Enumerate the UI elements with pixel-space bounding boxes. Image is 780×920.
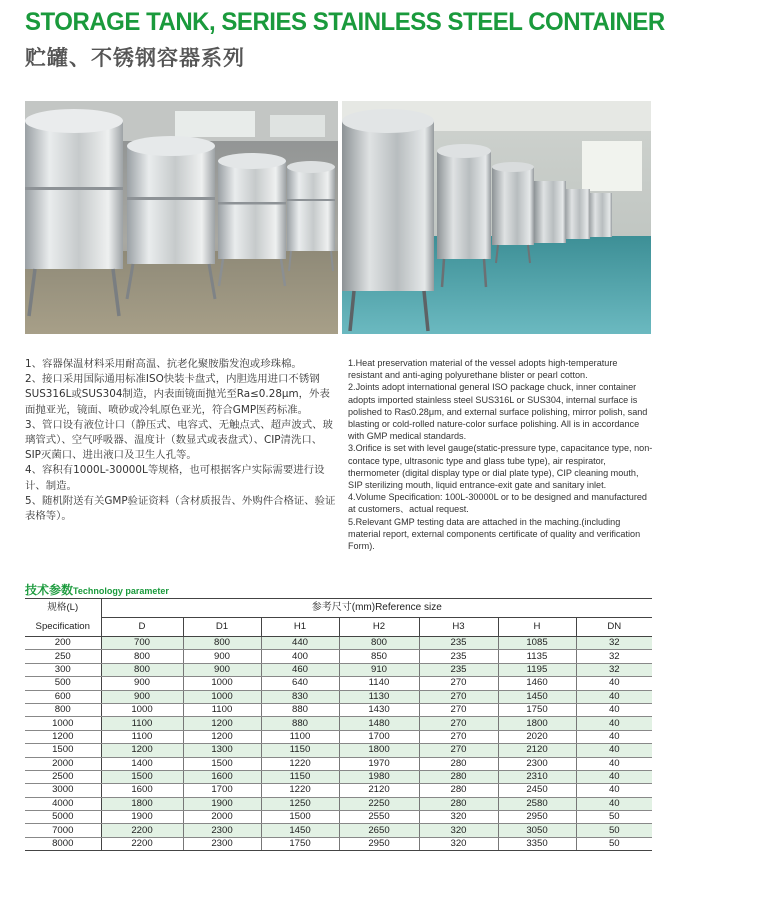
spec-cell: 600 (25, 690, 101, 703)
table-cell: 1970 (339, 757, 419, 770)
spec-cell: 250 (25, 650, 101, 663)
column-header-h: H (498, 618, 576, 637)
spec-cell: 500 (25, 677, 101, 690)
description-chinese (25, 357, 337, 524)
table-cell: 280 (419, 784, 498, 797)
table-cell: 900 (183, 650, 261, 663)
tech-heading-en: Technology parameter (73, 586, 169, 596)
page-title-cn: 贮罐、不锈钢容器系列 (25, 46, 245, 70)
table-cell: 640 (261, 677, 339, 690)
column-header-d1: D1 (183, 618, 261, 637)
table-cell: 1100 (101, 730, 183, 743)
table-row (25, 784, 652, 797)
description-cn-item: 3、管口设有液位计口（静压式、电容式、无触点式、超声波式、玻璃管式）、空气呼吸器、温度计（数显式或表盘式）、CIP清洗口、SIP灭菌口、进出液口及卫生人孔等。 (25, 418, 333, 462)
table-row (25, 730, 652, 743)
table-cell: 1200 (183, 717, 261, 730)
table-cell: 1500 (101, 770, 183, 783)
table-cell: 1100 (101, 717, 183, 730)
table-cell: 280 (419, 770, 498, 783)
table-cell: 320 (419, 837, 498, 850)
spec-cell: 7000 (25, 824, 101, 837)
table-cell: 270 (419, 717, 498, 730)
table-cell: 270 (419, 703, 498, 716)
table-cell: 800 (339, 637, 419, 650)
table-cell: 1600 (101, 784, 183, 797)
table-cell: 1150 (261, 770, 339, 783)
table-row (25, 770, 652, 783)
table-cell: 3350 (498, 837, 576, 850)
table-cell: 2120 (339, 784, 419, 797)
table-cell: 1750 (261, 837, 339, 850)
description-en-item: 2.Joints adopt international general ISO package chuck, inner container adopts imported stainless steel SUS316L or SUS304, internal surface is polished to Ra≤0.28μm, and external surface polishing, mirror polish, sand blasting or cold-rolled nature-color surface polishing. All is in accordance with GMP medical standards. (348, 382, 648, 442)
table-cell: 1195 (498, 663, 576, 676)
table-cell: 270 (419, 690, 498, 703)
column-header-h3: H3 (419, 618, 498, 637)
table-cell: 32 (576, 637, 652, 650)
table-cell: 1800 (339, 744, 419, 757)
table-cell: 2120 (498, 744, 576, 757)
table-cell: 1200 (183, 730, 261, 743)
table-cell: 1150 (261, 744, 339, 757)
column-header-dn: DN (576, 618, 652, 637)
spec-cell: 200 (25, 637, 101, 650)
table-cell: 235 (419, 663, 498, 676)
table-cell: 50 (576, 811, 652, 824)
table-cell: 40 (576, 730, 652, 743)
table-cell: 460 (261, 663, 339, 676)
table-cell: 1220 (261, 784, 339, 797)
table-cell: 1000 (101, 703, 183, 716)
table-cell: 800 (183, 637, 261, 650)
table-cell: 1600 (183, 770, 261, 783)
table-cell: 910 (339, 663, 419, 676)
spec-cell: 8000 (25, 837, 101, 850)
table-cell: 1900 (101, 811, 183, 824)
table-cell: 1700 (339, 730, 419, 743)
table-cell: 880 (261, 703, 339, 716)
table-cell: 1450 (498, 690, 576, 703)
description-en-item: 3.Orifice is set with level gauge(static-pressure type, capacitance type, non-contace type, ultrasonic type and glass tube type), air respirator, thermometer (digital display type or dial plate type), CIP cleaning mouth, SIP sterilizing mouth, liquid entrance-exit gate and sanitary inlet. (348, 443, 653, 491)
spec-cell: 2500 (25, 770, 101, 783)
table-cell: 1430 (339, 703, 419, 716)
table-cell: 1100 (261, 730, 339, 743)
spec-cell: 800 (25, 703, 101, 716)
table-cell: 1460 (498, 677, 576, 690)
table-cell: 50 (576, 837, 652, 850)
table-cell: 40 (576, 757, 652, 770)
table-row (25, 703, 652, 716)
table-cell: 1000 (183, 690, 261, 703)
spec-cell: 5000 (25, 811, 101, 824)
spec-label-en: Specification (25, 618, 101, 637)
spec-cell: 3000 (25, 784, 101, 797)
table-cell: 1900 (183, 797, 261, 810)
workshop-tanks-photo (25, 101, 338, 334)
column-header-h1: H1 (261, 618, 339, 637)
page-title-en: STORAGE TANK, SERIES STAINLESS STEEL CONTAINER (25, 8, 665, 36)
table-cell: 3050 (498, 824, 576, 837)
table-cell: 40 (576, 770, 652, 783)
table-cell: 270 (419, 730, 498, 743)
table-row (25, 637, 652, 650)
table-cell: 830 (261, 690, 339, 703)
column-header-d: D (101, 618, 183, 637)
table-row (25, 717, 652, 730)
table-row (25, 677, 652, 690)
table-row (25, 744, 652, 757)
table-cell: 320 (419, 824, 498, 837)
description-en-item: 1.Heat preservation material of the vessel adopts high-temperature resistant and anti-aging polyurethane blister or pearl cotton. (348, 358, 618, 381)
spec-label-cn: 规格(L) (25, 599, 101, 618)
spec-cell: 4000 (25, 797, 101, 810)
table-cell: 2950 (498, 811, 576, 824)
table-cell: 850 (339, 650, 419, 663)
table-cell: 800 (101, 663, 183, 676)
spec-cell: 1200 (25, 730, 101, 743)
table-cell: 1100 (183, 703, 261, 716)
spec-cell: 2000 (25, 757, 101, 770)
table-cell: 2200 (101, 837, 183, 850)
table-cell: 50 (576, 824, 652, 837)
description-cn-item: 1、容器保温材料采用耐高温、抗老化聚胺脂发泡或珍珠棉。 (25, 358, 302, 370)
table-cell: 1500 (261, 811, 339, 824)
table-cell: 2300 (183, 837, 261, 850)
table-cell: 40 (576, 677, 652, 690)
table-cell: 2650 (339, 824, 419, 837)
table-cell: 1500 (183, 757, 261, 770)
table-cell: 40 (576, 690, 652, 703)
tech-heading-cn: 技术参数 (25, 583, 74, 597)
table-cell: 900 (101, 690, 183, 703)
spec-cell: 1000 (25, 717, 101, 730)
cleanroom-tanks-photo (342, 101, 651, 334)
table-cell: 900 (183, 663, 261, 676)
table-cell: 32 (576, 650, 652, 663)
table-cell: 40 (576, 717, 652, 730)
table-cell: 40 (576, 703, 652, 716)
table-row (25, 837, 652, 850)
description-en-item: 5.Relevant GMP testing data are attached in the maching.(including material report, external components certificate of quality and verification Form). (348, 516, 641, 552)
table-cell: 440 (261, 637, 339, 650)
specification-table (25, 598, 652, 851)
table-cell: 40 (576, 797, 652, 810)
table-cell: 270 (419, 677, 498, 690)
table-row (25, 663, 652, 676)
table-row (25, 757, 652, 770)
table-cell: 1085 (498, 637, 576, 650)
table-cell: 700 (101, 637, 183, 650)
table-cell: 40 (576, 744, 652, 757)
table-cell: 800 (101, 650, 183, 663)
table-cell: 1800 (498, 717, 576, 730)
description-cn-item: 4、容积有1000L-30000L等规格，也可根据客户实际需要进行设计、制造。 (25, 464, 325, 492)
table-cell: 2250 (339, 797, 419, 810)
table-row (25, 811, 652, 824)
table-cell: 1130 (339, 690, 419, 703)
table-cell: 1220 (261, 757, 339, 770)
table-cell: 1000 (183, 677, 261, 690)
table-cell: 1800 (101, 797, 183, 810)
table-row (25, 650, 652, 663)
table-cell: 270 (419, 744, 498, 757)
table-cell: 2000 (183, 811, 261, 824)
technology-parameter-heading (25, 581, 169, 598)
table-cell: 280 (419, 797, 498, 810)
table-cell: 880 (261, 717, 339, 730)
table-cell: 235 (419, 637, 498, 650)
table-cell: 2300 (183, 824, 261, 837)
table-cell: 280 (419, 757, 498, 770)
table-cell: 2200 (101, 824, 183, 837)
description-en-item: 4.Volume Specification: 100L-30000L or to be designed and manufactured at customers、actual request. (348, 492, 647, 515)
description-cn-item: 2、接口采用国际通用标准ISO快装卡盘式，内胆选用进口不锈钢SUS316L或SUS304制造，内表面镜面抛光至Ra≤0.28μm，外表面抛亚光，镜面、喷砂或冷轧原色亚光，符合GMP医药标准。 (25, 373, 330, 416)
table-cell: 2580 (498, 797, 576, 810)
table-cell: 32 (576, 663, 652, 676)
table-cell: 40 (576, 784, 652, 797)
table-cell: 1300 (183, 744, 261, 757)
table-cell: 235 (419, 650, 498, 663)
table-cell: 400 (261, 650, 339, 663)
table-cell: 2300 (498, 757, 576, 770)
reference-size-header: 参考尺寸(mm)Reference size (101, 599, 652, 618)
table-cell: 2550 (339, 811, 419, 824)
table-cell: 1450 (261, 824, 339, 837)
table-row (25, 690, 652, 703)
table-row (25, 797, 652, 810)
table-cell: 1480 (339, 717, 419, 730)
table-cell: 1135 (498, 650, 576, 663)
table-cell: 900 (101, 677, 183, 690)
table-cell: 1700 (183, 784, 261, 797)
spec-cell: 1500 (25, 744, 101, 757)
description-english (348, 357, 653, 552)
table-cell: 1250 (261, 797, 339, 810)
table-cell: 1400 (101, 757, 183, 770)
table-cell: 1750 (498, 703, 576, 716)
description-cn-item: 5、随机附送有关GMP验证资料（含材质报告、外购件合格证、验证表格等）。 (25, 494, 336, 523)
table-cell: 1980 (339, 770, 419, 783)
table-cell: 1200 (101, 744, 183, 757)
table-row (25, 824, 652, 837)
table-cell: 2020 (498, 730, 576, 743)
table-cell: 1140 (339, 677, 419, 690)
table-cell: 2450 (498, 784, 576, 797)
column-header-h2: H2 (339, 618, 419, 637)
table-cell: 320 (419, 811, 498, 824)
table-cell: 2310 (498, 770, 576, 783)
table-cell: 2950 (339, 837, 419, 850)
spec-cell: 300 (25, 663, 101, 676)
